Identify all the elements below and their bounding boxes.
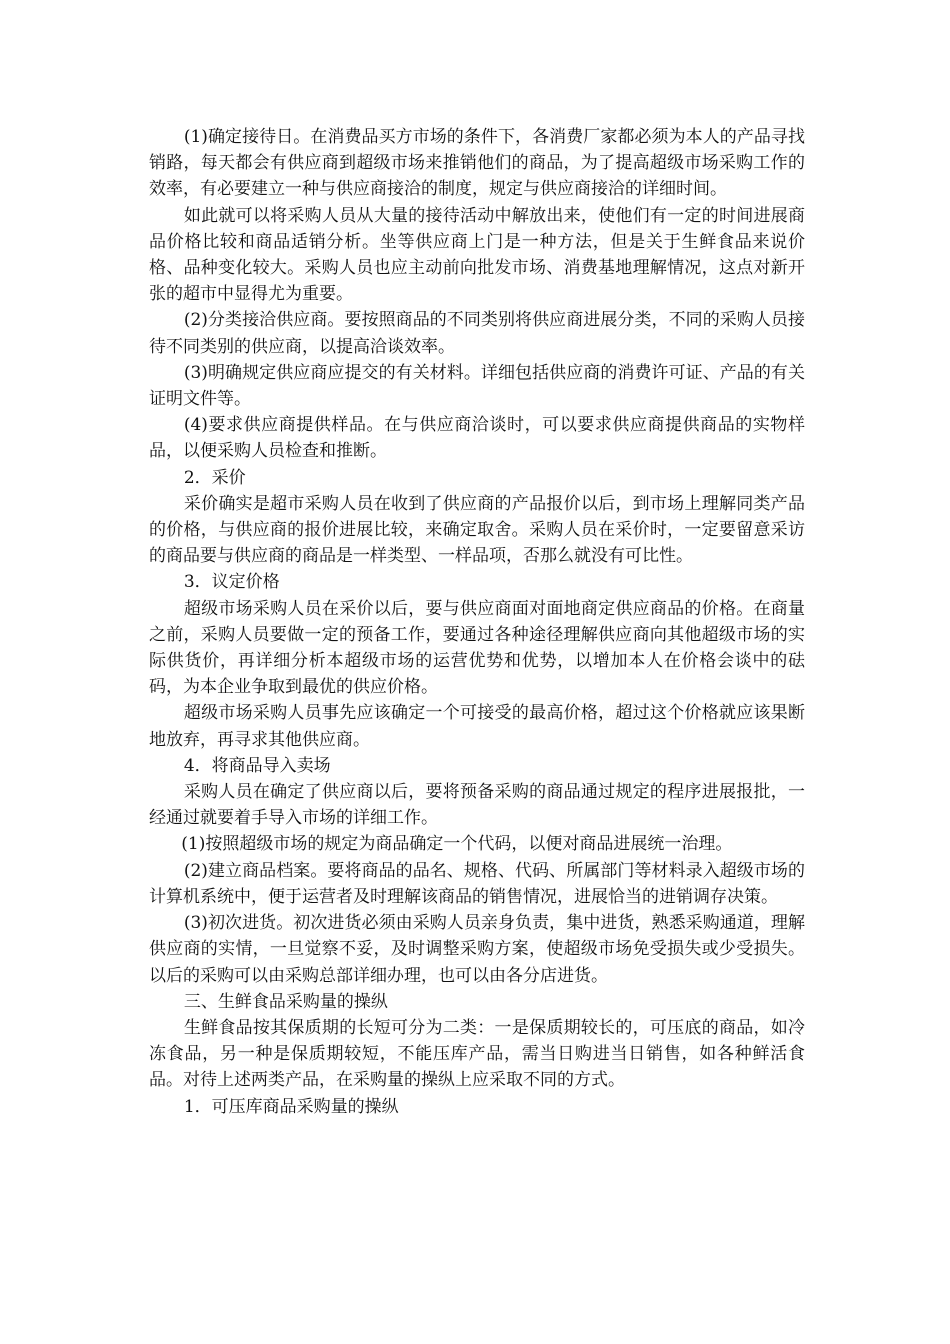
- document-page: [149, 124, 805, 1120]
- paragraph-max-price: 超级市场采购人员事先应该确定一个可接受的最高价格，超过这个价格就应该果断地放弃，再寻求其他供应商。: [149, 703, 805, 750]
- paragraph-product-file: (2)建立商品档案。要将商品的品名、规格、代码、所属部门等材料录入超级市场的计算机系统中，便于运营者及时理解该商品的销售情况，进展恰当的进销调存决策。: [149, 860, 805, 907]
- paragraph-first-purchase: (3)初次进货。初次进货必须由采购人员亲身负责，集中进货，熟悉采购通道，理解供应商的实情，一旦觉察不妥，及时调整采购方案，使超级市场免受损失或少受损失。以后的采购可以由采购总部详细办理，也可以由各分店进货。: [149, 913, 805, 986]
- paragraph-request-samples: (4)要求供应商提供样品。在与供应商洽谈时，可以要求供应商提供商品的实物样品，以便采购人员检查和推断。: [149, 415, 805, 462]
- heading-import-goods: 4．将商品导入卖场: [183, 755, 331, 776]
- heading-storable-goods: 1．可压库商品采购量的操纵: [183, 1096, 399, 1117]
- heading-price-survey: 2．采价: [183, 467, 246, 488]
- paragraph-free-buyers: 如此就可以将采购人员从大量的接待活动中解放出来，使他们有一定的时间进展商品价格比较和商品适销分析。坐等供应商上门是一种方法，但是关于生鲜食品来说价格、品种变化较大。采购人员也应主动前向批发市场、消费基地理解情况，这点对新开张的超市中显得尤为重要。: [149, 205, 805, 305]
- paragraph-fresh-food-types: 生鲜食品按其保质期的长短可分为二类：一是保质期较长的，可压底的商品，如冷冻食品，另一种是保质期较短，不能压库产品，需当日购进当日销售，如各种鲜活食品。对待上述两类产品，在采购量的操纵上应采取不同的方式。: [149, 1017, 805, 1091]
- paragraph-assign-code: (1)按照超级市场的规定为商品确定一个代码，以便对商品进展统一治理。: [181, 834, 733, 855]
- heading-fresh-food-quantity: 三、生鲜食品采购量的操纵: [183, 991, 388, 1012]
- paragraph-classify-suppliers: (2)分类接洽供应商。要按照商品的不同类别将供应商进展分类，不同的采购人员接待不同类别的供应商，以提高洽谈效率。: [149, 310, 805, 357]
- paragraph-reception-day: (1)确定接待日。在消费品买方市场的条件下，各消费厂家都必须为本人的产品寻找销路，每天都会有供应商到超级市场来推销他们的商品，为了提高超级市场采购工作的效率，有必要建立一种与供应商接洽的制度，规定与供应商接洽的详细时间。: [149, 127, 805, 200]
- heading-negotiate-price: 3．议定价格: [183, 572, 280, 593]
- paragraph-import-goods: 采购人员在确定了供应商以后，要将预备采购的商品通过规定的程序进展报批，一经通过就要着手导入市场的详细工作。: [149, 782, 805, 829]
- paragraph-price-survey: 采价确实是超市采购人员在收到了供应商的产品报价以后，到市场上理解同类产品的价格，与供应商的报价进展比较，来确定取舍。采购人员在采价时，一定要留意采访的商品要与供应商的商品是一样类型、一样品项，否那么就没有可比性。: [149, 493, 805, 567]
- paragraph-negotiate-price: 超级市场采购人员在采价以后，要与供应商面对面地商定供应商品的价格。在商量之前，采购人员要做一定的预备工作，要通过各种途径理解供应商向其他超级市场的实际供货价，再详细分析本超级市场的运营优势和优势，以增加本人在价格会谈中的砝码，为本企业争取到最优的供应价格。: [149, 598, 805, 698]
- paragraph-required-materials: (3)明确规定供应商应提交的有关材料。详细包括供应商的消费许可证、产品的有关证明文件等。: [149, 362, 805, 410]
